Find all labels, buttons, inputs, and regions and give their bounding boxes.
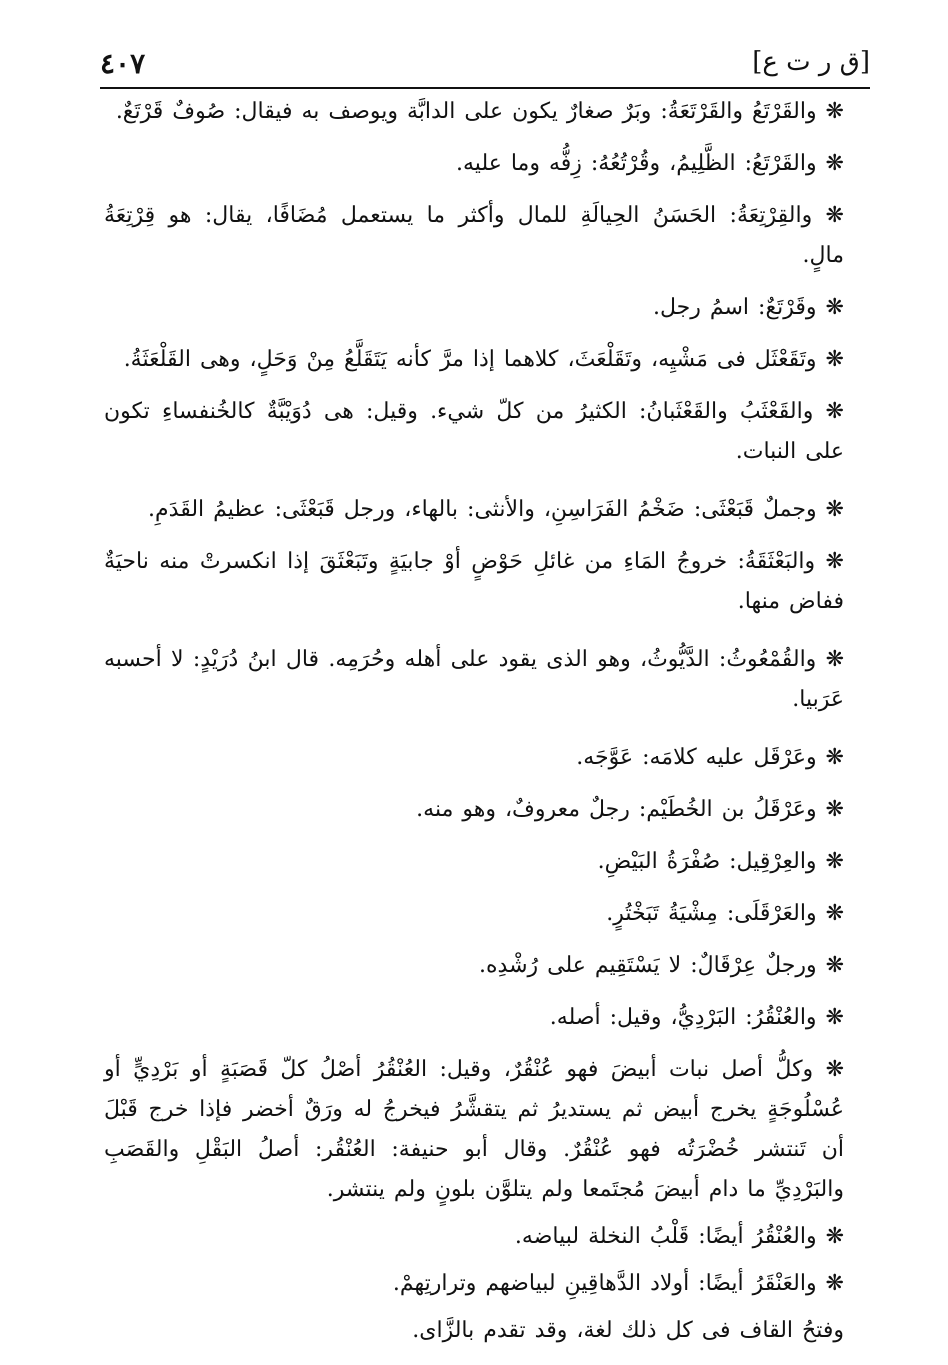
entry-arqal: ❋ وعَرْقَل عليه كلامَه: عَوَّجَه. (576, 745, 844, 770)
entry-arqal-khutaym: ❋ وعَرْقَلُ بن الخُطَيْم: رجلٌ معروفٌ، وهو منه. (416, 797, 844, 822)
entry-taqathal: ❋ وتَقَعْثَل فى مَشْيِه، وتَقَلْعَثَ، كلاهما إذا مرَّ كأنه يَتَقَلَّعُ مِنْ وَحَلٍ، وهى القَلْعَثَةُ. (123, 347, 844, 372)
entry-unqur-asl: ❋ وكلُّ أصل نبات أبيضَ فهو عُنْقُرٌ، وقيل: العُنْقُرُ أصْلُ كلّ قَصَبَةٍ أو بَرْدِيٍّ أو عُسْلُوجَةٍ يخرج أبيض ثم يستديرُ ثم يتقشَّرُ فيخرجُ له ورَقٌ أخضر فإذا خرج قَبْلَ أن تَنتشر خُضْرَتُه فهو عُنْقُرٌ. وقال أبو حنيفة: العُنْقُر: أصلُ البَقْلِ والقَصَبِ والبَرْدِيِّ ما دام أبيضَ مُجتَمعا ولم يتلوَّن بلونٍ ولم ينتشر. (104, 1057, 844, 1202)
entry-qartaa-zalim: ❋ والقَرْتَعُ: الظَّلِيمُ، وقُرْتُعُهُ: زِفُّه وما عليه. (456, 151, 844, 176)
root-heading: [ق ر ت ع] (752, 47, 870, 77)
entry-qabathaa: ❋ وجملٌ قَبَعْثَى: ضَخْمُ الفَرَاسِنِ، والأنثى: بالهاء، ورجل قَبَعْثَى: عظيمُ القَدَمِ. (148, 497, 844, 522)
entry-unqur-nakhla: ❋ والعُنْقُرُ أيضًا: قَلْبُ النخلة لبياضه. (514, 1224, 844, 1249)
entry-qartaa-name: ❋ وقَرْتَعٌ: اسمُ رجل. (652, 295, 844, 320)
page-number: ٤٠٧ (100, 47, 146, 80)
entry-unqur: ❋ والعُنْقُرُ: البَرْدِيُّ، وقيل: أصله. (549, 1005, 844, 1030)
entries-list (104, 92, 844, 1358)
entry-qartaa: ❋ والقَرْتَعُ والقَرْتَعَةُ: وبَرٌ صغارٌ يكون على الدابَّة ويوصف به فيقال: صُوفٌ قَرْتَعٌ. (115, 99, 844, 124)
entry-closing-note: وفتحُ القاف فى كل ذلك لغة، وقد تقدم بالزَّاى. (412, 1318, 844, 1343)
entry-irqal: ❋ ورجلٌ عِرْقَالٌ: لا يَسْتَقِيم على رُشْدِه. (479, 953, 844, 978)
entry-qirtiah: ❋ والقِرْتِعَةُ: الحَسَنُ الحِيالَةِ للمال وأكثر ما يستعمل مُضَافًا، يقال: هو قِرْتِعَةُ مالٍ. (104, 203, 844, 268)
entry-qumuth: ❋ والقُمْعُوثُ: الدَّيُّوثُ، وهو الذى يقود على أهله وحُرَمِه. قال ابنُ دُرَيْدٍ: لا أحسبه عَرَبيا. (104, 647, 844, 712)
entry-qathab: ❋ والقَعْثَبُ والقَعْثَبانُ: الكثيرُ من كلّ شيء. وقيل: هى دُوَيْبَّةٌ كالخُنفساءِ تكون على النبات. (104, 399, 844, 464)
header-divider (100, 87, 870, 89)
entry-bathaqah: ❋ والبَعْثَقَةُ: خروجُ المَاءِ من غائلِ حَوْضٍ أوْ جابيَةٍ وتَبَعْثَقَ إذا انكسرتْ منه ناحيَةٌ ففاض منها. (104, 549, 844, 614)
entry-anqar-awlad: ❋ والعَنْقَرُ أيضًا: أولاد الدَّهاقِينِ لبياضهم وترارتِهمْ. (392, 1271, 844, 1296)
entry-arqala: ❋ والعَرْقَلَى: مِشْيَةُ تَبَخْتُرٍ. (606, 901, 844, 926)
page-header (100, 40, 870, 86)
entry-irqil: ❋ والعِرْقِيل: صُفْرَةُ البَيْضِ. (597, 849, 844, 874)
